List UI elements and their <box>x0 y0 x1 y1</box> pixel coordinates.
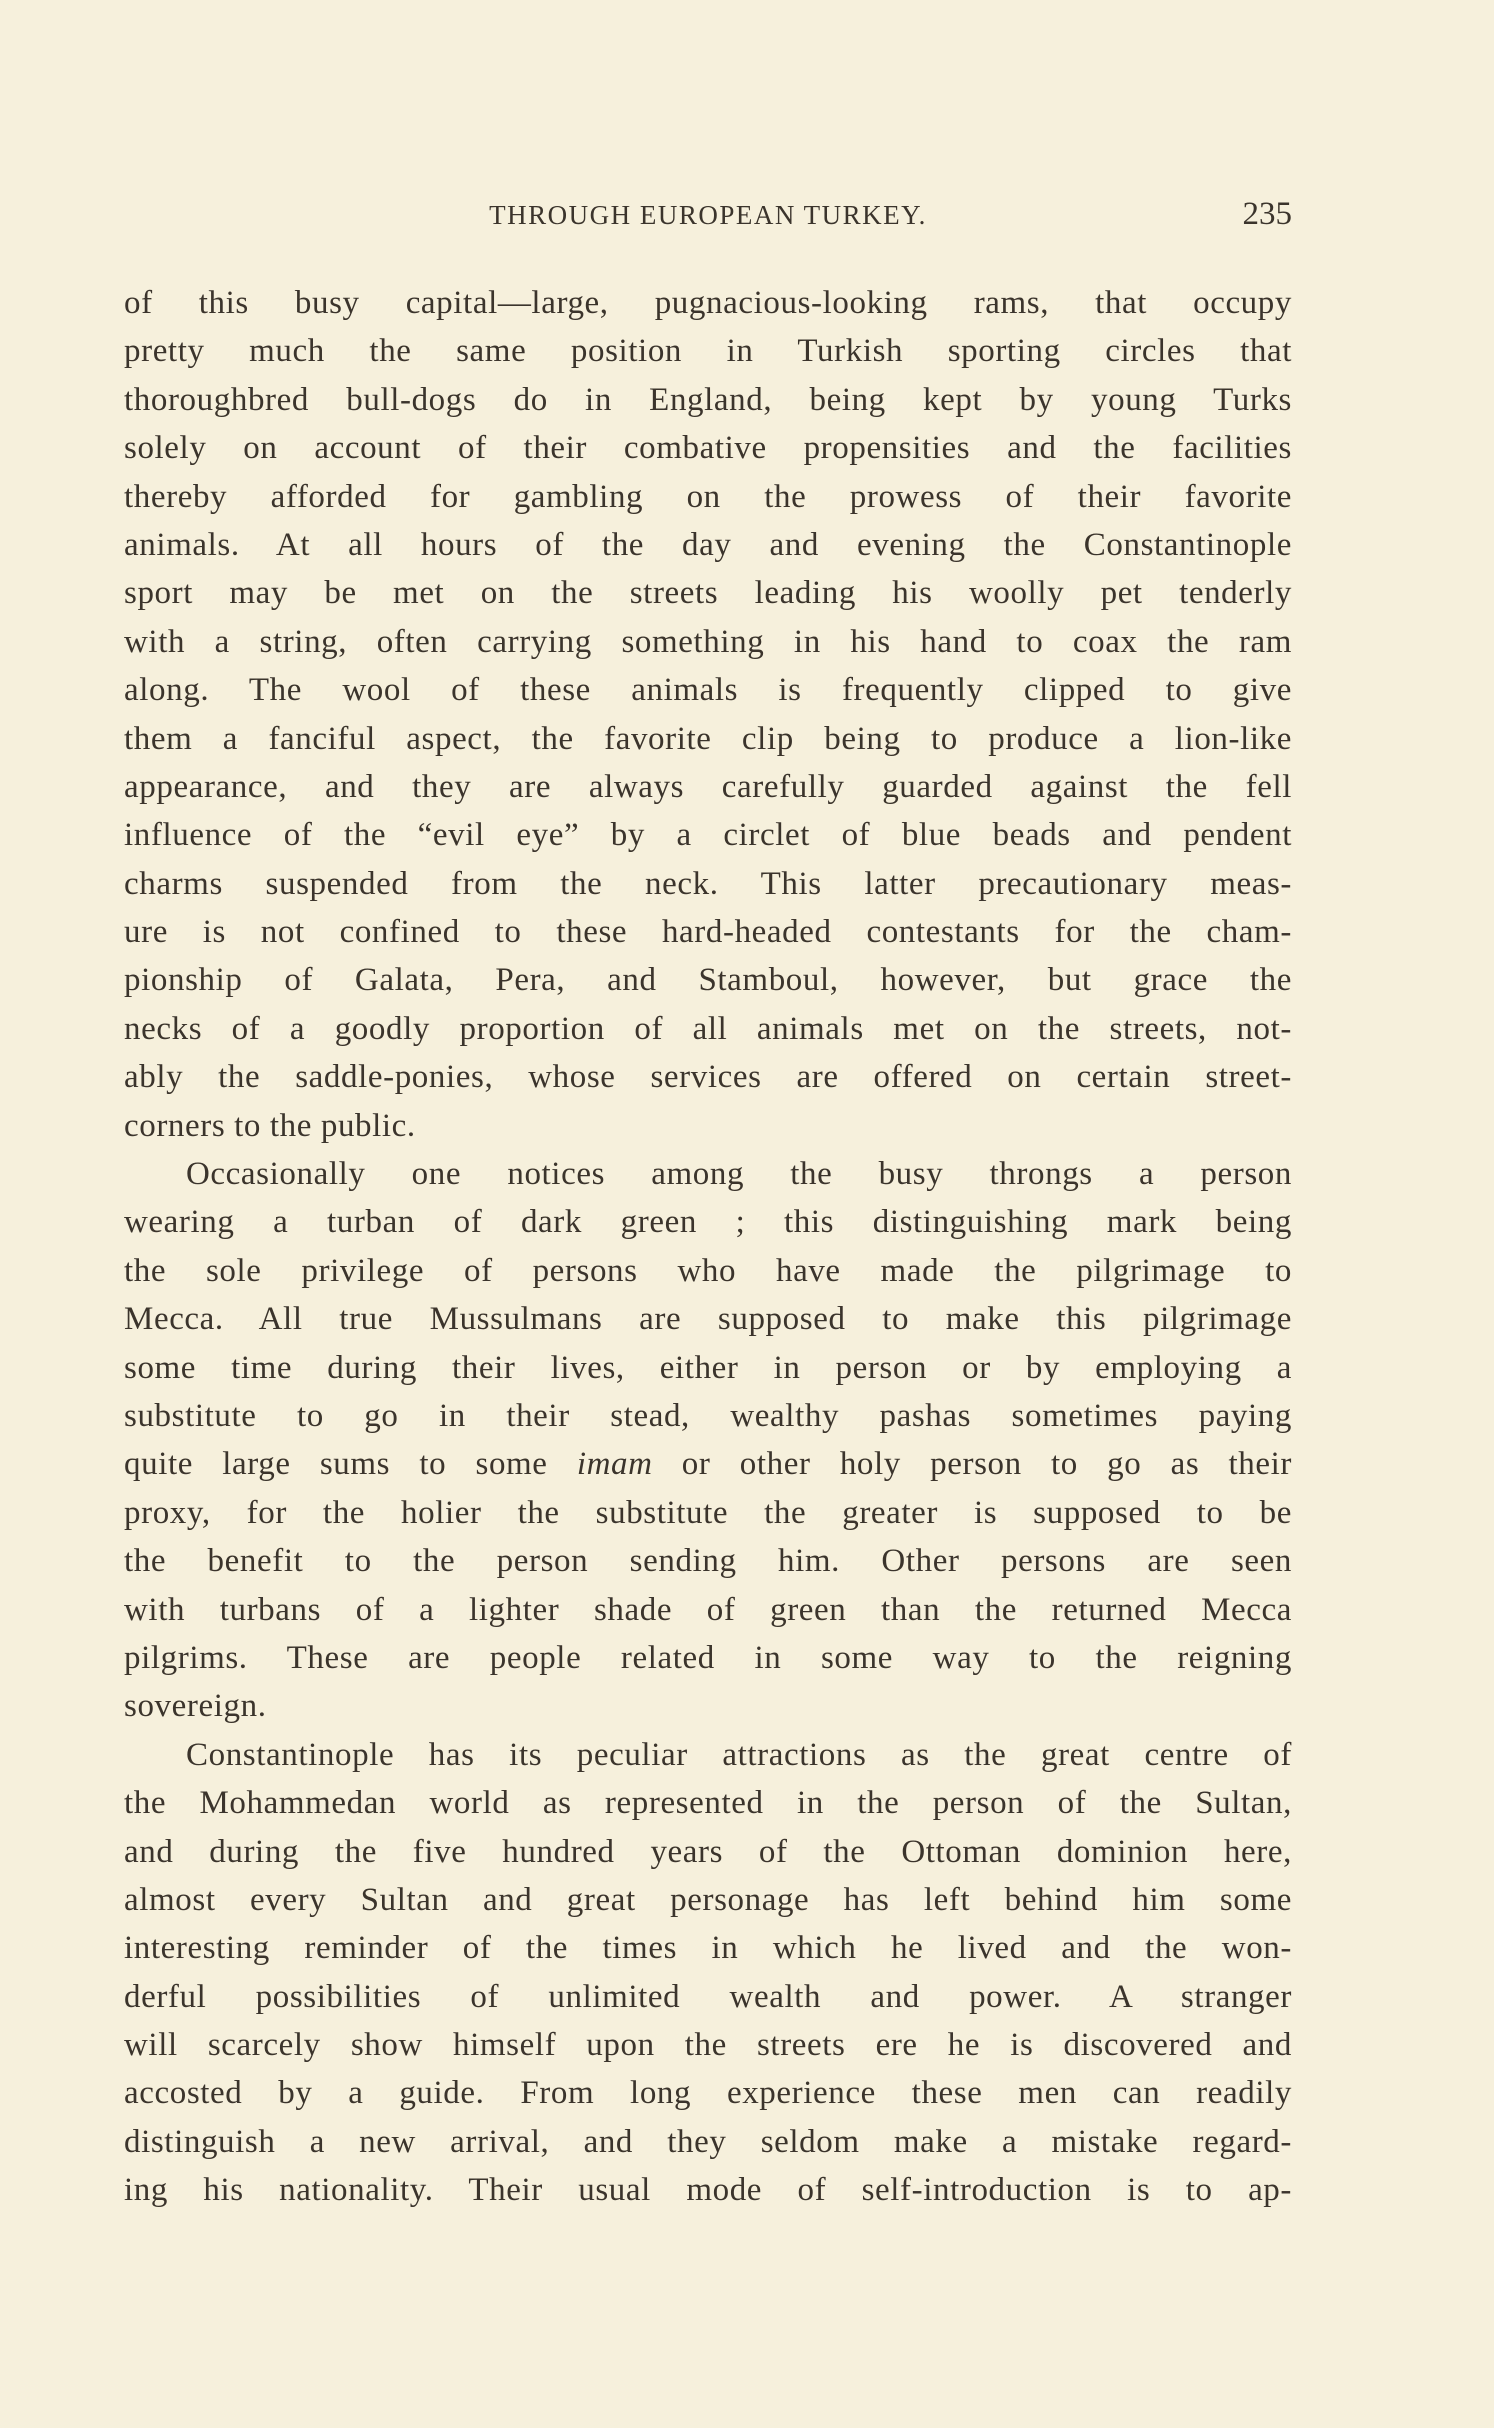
text-line: ably the saddle-ponies, whose services are offered on certain street- <box>124 1059 1292 1096</box>
text-line <box>124 1440 1292 1488</box>
text-line: corners to the public. <box>124 1107 416 1144</box>
text-line: thereby afforded for gambling on the prowess of their favorite <box>124 478 1292 515</box>
text-line: will scarcely show himself upon the streets ere he is discovered and <box>124 2027 1292 2064</box>
text-line: animals. At all hours of the day and evening the Constantinople <box>124 526 1292 563</box>
text-line: the benefit to the person sending him. Other persons are seen <box>124 1543 1292 1580</box>
body-text <box>124 279 1292 2215</box>
text-line: pionship of Galata, Pera, and Stamboul, however, but grace the <box>124 962 1292 999</box>
text-line: the Mohammedan world as represented in the person of the Sultan, <box>124 1785 1292 1822</box>
text-line: the sole privilege of persons who have made the pilgrimage to <box>124 1252 1292 1289</box>
text-line: accosted by a guide. From long experience these men can readily <box>124 2075 1292 2112</box>
text-line: appearance, and they are always carefully guarded against the fell <box>124 768 1292 805</box>
text-segment: quite large sums to some <box>124 1446 577 1483</box>
text-line: with turbans of a lighter shade of green than the returned Mecca <box>124 1591 1292 1628</box>
text-line: charms suspended from the neck. This latter precautionary meas- <box>124 865 1292 902</box>
text-line: interesting reminder of the times in which he lived and the won- <box>124 1930 1292 1967</box>
text-line: ure is not confined to these hard-headed contestants for the cham- <box>124 914 1292 951</box>
text-line: solely on account of their combative propensities and the facilities <box>124 430 1292 467</box>
text-line: some time during their lives, either in person or by employing a <box>124 1349 1292 1386</box>
text-line: Occasionally one notices among the busy throngs a person <box>186 1156 1292 1193</box>
text-line: with a string, often carrying something in his hand to coax the ram <box>124 623 1292 660</box>
text-line: pretty much the same position in Turkish sporting circles that <box>124 333 1292 370</box>
text-line: ing his nationality. Their usual mode of self-introduction is to ap- <box>124 2172 1292 2209</box>
text-line: and during the five hundred years of the Ottoman dominion here, <box>124 1833 1292 1870</box>
text-line: influence of the “evil eye” by a circlet of blue beads and pendent <box>124 817 1292 854</box>
text-line: sport may be met on the streets leading his woolly pet tenderly <box>124 575 1292 612</box>
text-line: necks of a goodly proportion of all animals met on the streets, not- <box>124 1010 1292 1047</box>
text-line: distinguish a new arrival, and they seldom make a mistake regard- <box>124 2123 1292 2160</box>
text-line: pilgrims. These are people related in some way to the reigning <box>124 1639 1292 1676</box>
text-line: substitute to go in their stead, wealthy pashas sometimes paying <box>124 1397 1292 1434</box>
text-segment: or other holy person to go as their <box>652 1446 1292 1483</box>
italic-word: imam <box>576 1446 653 1483</box>
text-line: derful possibilities of unlimited wealth and power. A stranger <box>124 1978 1292 2015</box>
text-line: along. The wool of these animals is frequently clipped to give <box>124 672 1292 709</box>
text-line: thoroughbred bull-dogs do in England, being kept by young Turks <box>124 381 1292 418</box>
text-line: wearing a turban of dark green ; this distinguishing mark being <box>124 1204 1292 1241</box>
running-title: THROUGH EUROPEAN TURKEY. <box>489 200 927 230</box>
text-line: Mecca. All true Mussulmans are supposed to make this pilgrimage <box>124 1301 1292 1338</box>
text-line: almost every Sultan and great personage has left behind him some <box>124 1881 1292 1918</box>
text-line: sovereign. <box>124 1688 267 1725</box>
page-number: 235 <box>1242 196 1292 232</box>
page-header <box>124 196 1292 240</box>
text-line: them a fanciful aspect, the favorite clip being to produce a lion-like <box>124 720 1292 757</box>
text-line: Constantinople has its peculiar attractions as the great centre of <box>186 1736 1292 1773</box>
text-line: of this busy capital—large, pugnacious-looking rams, that occupy <box>124 285 1292 321</box>
text-line: proxy, for the holier the substitute the greater is supposed to be <box>124 1494 1292 1531</box>
